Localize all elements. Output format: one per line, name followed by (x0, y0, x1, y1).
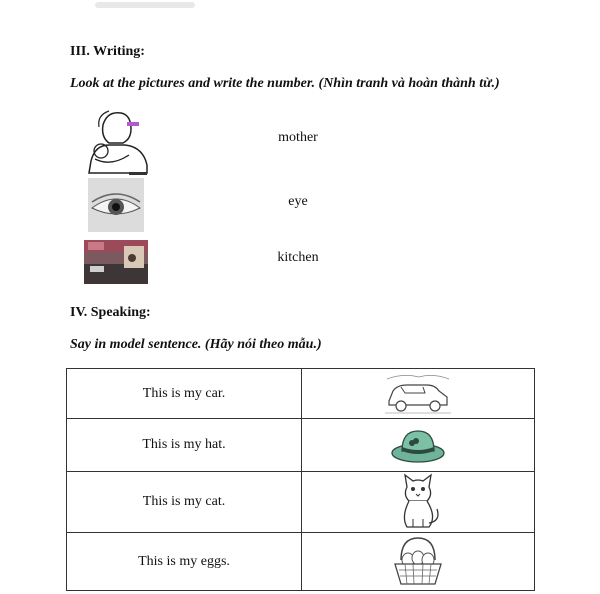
cat-icon (302, 472, 535, 533)
word-mother: mother (278, 130, 318, 145)
sentence-cell: This is my hat. (67, 419, 302, 472)
sentence-cell: This is my cat. (67, 472, 302, 533)
word-kitchen: kitchen (277, 250, 319, 265)
sentence-cell: This is my eggs. (67, 533, 302, 591)
sentence-cell: This is my car. (67, 369, 302, 419)
egg-basket-icon (302, 533, 535, 591)
section4-heading: IV. Speaking: (70, 305, 151, 320)
table-row (67, 419, 535, 472)
table-row (67, 369, 535, 419)
hat-icon (302, 419, 535, 472)
section4-instruction: Say in model sentence. (Hãy nói theo mẫu.) (70, 337, 322, 352)
speaking-table (66, 368, 535, 591)
word-eye: eye (288, 194, 308, 209)
kitchen-picture (84, 240, 148, 284)
car-icon (302, 369, 535, 419)
section3-heading: III. Writing: (70, 44, 145, 59)
section3-instruction: Look at the pictures and write the number. (Nhìn tranh và hoàn thành từ.) (70, 76, 500, 91)
table-row (67, 472, 535, 533)
faded-top-mark (95, 2, 195, 8)
table-row (67, 533, 535, 591)
mother-picture (85, 105, 151, 177)
eye-picture (88, 178, 144, 232)
